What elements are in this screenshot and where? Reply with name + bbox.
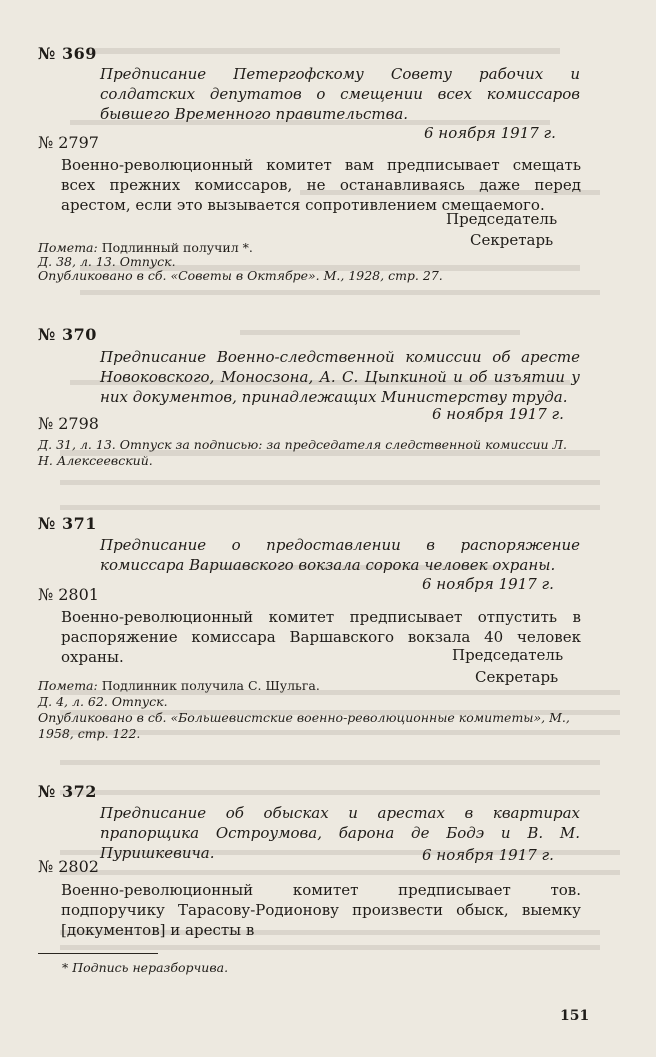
- document-date-369: 6 ноября 1917 г.: [424, 124, 556, 142]
- document-number-372: № 372: [38, 782, 97, 801]
- registration-number-2798: № 2798: [38, 414, 99, 433]
- page-number: 151: [560, 1008, 590, 1024]
- document-number-369: № 369: [38, 44, 97, 63]
- registration-number-2797: № 2797: [38, 133, 99, 152]
- document-title-372: Предписание об обысках и арестах в квартирах прапорщика Остроумова, барона де Бодэ и В. М. Пуришкевича.: [100, 804, 580, 862]
- archive-reference-369: Д. 38, л. 13. Отпуск.: [38, 254, 176, 269]
- archive-reference-370: Д. 31, л. 13. Отпуск за подписью: за председателя следственной комиссии Л. Н. Алексеевский.: [38, 437, 567, 468]
- note-mark-371: Помета: Подлинник получила С. Шульга.: [38, 678, 320, 693]
- note-mark-369: Помета: Подлинный получил *.: [38, 240, 253, 255]
- document-number-370: № 370: [38, 325, 97, 344]
- signature-secretary-371: Секретарь: [475, 668, 559, 686]
- signature-chairman-371: Председатель: [452, 646, 564, 664]
- document-title-369: Предписание Петергофскому Совету рабочих и солдатских депутатов о смещении всех комиссаров бывшего Временного правительства.: [100, 65, 580, 123]
- footnote: * Подпись неразборчива.: [62, 960, 229, 975]
- publication-note-369: Опубликовано в сб. «Советы в Октябре». М., 1928, стр. 27.: [38, 268, 443, 283]
- publication-note-371: Опубликовано в сб. «Большевистские военно-революционные комитеты», М., 1958, стр. 122.: [38, 710, 570, 741]
- signature-secretary-369: Секретарь: [470, 231, 554, 249]
- registration-number-2802: № 2802: [38, 857, 99, 876]
- document-date-372: 6 ноября 1917 г.: [422, 846, 554, 864]
- signature-chairman-369: Председатель: [446, 210, 558, 228]
- document-title-370: Предписание Военно-следственной комиссии об аресте Новоковского, Моносзона, А. С. Цыпкиной и об изъятии у них документов, принадлежащих Министерству труда.: [100, 348, 580, 406]
- document-date-371: 6 ноября 1917 г.: [422, 575, 554, 593]
- document-body-369: Военно-революционный комитет вам предписывает смещать всех прежних комиссаров, не останавливаясь даже перед арестом, если это вызывается сопротивлением смещаемого.: [61, 156, 581, 214]
- document-number-371: № 371: [38, 514, 97, 533]
- document-body-371: Военно-революционный комитет предписывает отпустить в распоряжение комиссара Варшавского вокзала 40 человек охраны.: [61, 608, 581, 666]
- registration-number-2801: № 2801: [38, 585, 99, 604]
- footnote-divider: [38, 953, 158, 954]
- document-body-372: Военно-революционный комитет предписывает тов. подпоручику Тарасову-Родионову произвести обыск, выемку [документов] и аресты в: [61, 881, 581, 939]
- archive-reference-371: Д. 4, л. 62. Отпуск.: [38, 694, 168, 709]
- document-date-370: 6 ноября 1917 г.: [432, 405, 564, 423]
- document-title-371: Предписание о предоставлении в распоряжение комиссара Варшавского вокзала сорока человек охраны.: [100, 536, 580, 574]
